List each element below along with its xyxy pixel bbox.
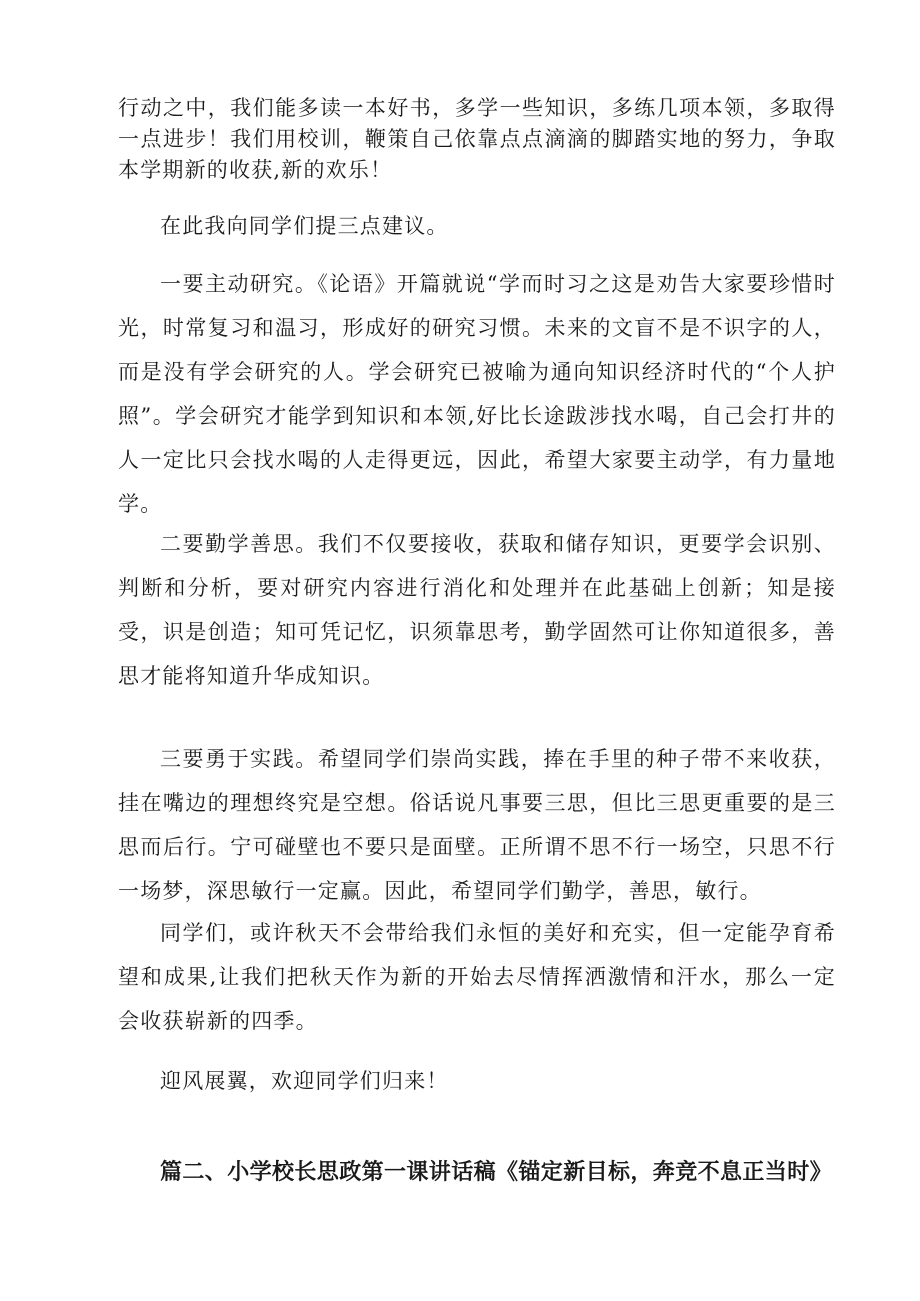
paragraph-continuation: 行动之中，我们能多读一本好书，多学一些知识，多练几项本领，多取得一点进步！我们用校训，鞭策自己依靠点点滴滴的脚踏实地的努力，争取本学期新的收获,新的欢乐！ (118, 96, 836, 182)
section-heading: 篇二、小学校长思政第一课讲话稿《锚定新目标，奔竞不息正当时》 (160, 1160, 833, 1185)
paragraph-suggestion-one: 一要主动研究。《论语》开篇就说“学而时习之这是劝告大家要珍惜时光，时常复习和温习，形成好的研究习惯。未来的文盲不是不识字的人，而是没有学会研究的人。学会研究已被喻为通向知识经济时代的“个人护照”。学会研究才能学到知识和本领,好比长途跋涉找水喝，自己会打井的人一定比只会找水喝的人走得更远，因此，希望大家要主动学，有力量地学。 (118, 272, 836, 516)
paragraph-closing: 同学们，或许秋天不会带给我们永恒的美好和充实，但一定能孕育希望和成果,让我们把秋天作为新的开始去尽情挥洒激情和汗水，那么一定会收获崭新的四季。 (118, 921, 836, 1033)
paragraph-suggestions-intro: 在此我向同学们提三点建议。 (160, 214, 449, 238)
paragraph-suggestion-three: 三要勇于实践。希望同学们崇尚实践，捧在手里的种子带不来收获，挂在嘴边的理想终究是空想。俗话说凡事要三思，但比三思更重要的是三思而后行。宁可碰壁也不要只是面壁。正所谓不思不行一场空，只思不行一场梦，深思敏行一定赢。因此，希望同学们勤学，善思，敏行。 (118, 747, 836, 903)
paragraph-welcome: 迎风展翼，欢迎同学们归来！ (160, 1069, 449, 1093)
paragraph-suggestion-two: 二要勤学善思。我们不仅要接收，获取和储存知识，更要学会识别、判断和分析，要对研究内容进行消化和处理并在此基础上创新；知是接受，识是创造；知可凭记忆，识须靠思考，勤学固然可让你知道很多，善思才能将知道升华成知识。 (118, 532, 836, 688)
